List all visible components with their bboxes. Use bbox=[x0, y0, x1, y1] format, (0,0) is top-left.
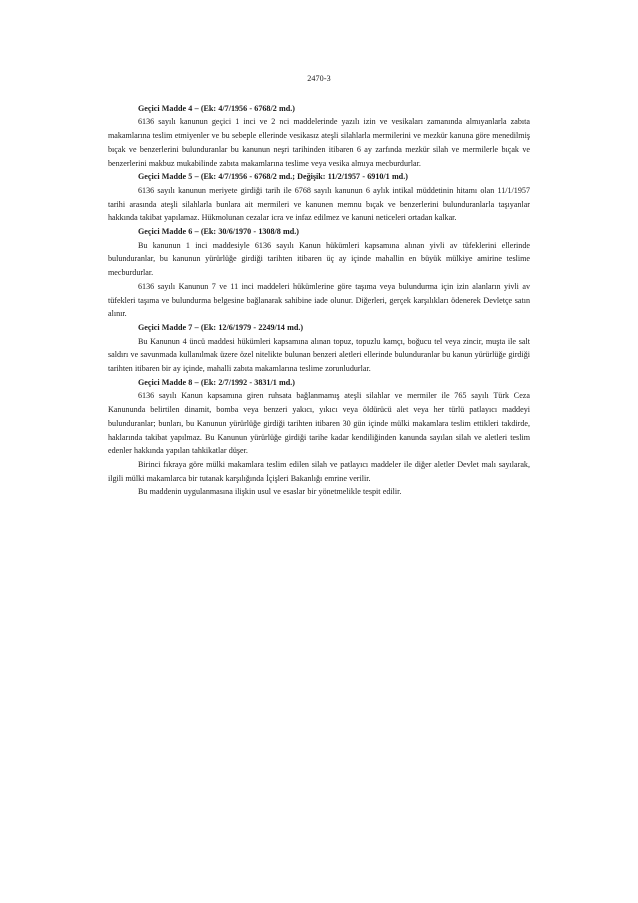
article-paragraph: 6136 sayılı Kanun kapsamına giren ruhsata bağlanmamış ateşli silahlar ve mermiler ile 765 sayılı Türk Ceza Kanununda belirtilen dinamit, bomba veya benzeri yakıcı, yıkıcı veya öldürücü alet veya her türlü patlayıcı maddeyi bulunduranlar; bunları, bu Kanunun yürürlüğe girdiği tarihten itibaren 30 gün içinde mülki makamlara teslim ettikleri takdirde, haklarında takibat yapılmaz. Bu Kanunun yürürlüğe girdiği tarihe kadar kendiliğinden kanunda sayılan silah ve aletleri teslim edenler hakkında yapılan tahkikatlar düşer. bbox=[108, 391, 530, 456]
article-paragraph: Bu kanunun 1 inci maddesiyle 6136 sayılı Kanun hükümleri kapsamına alınan yivli av tüfeklerini ellerinde bulunduranlar, bu kanunun yürürlüğe girdiği tarihten itibaren üç ay içinde mahallin en büyük mülkiye amirine teslime mecburdurlar. bbox=[108, 240, 530, 278]
article-heading-gecici-4: Geçici Madde 4 – (Ek: 4/7/1956 - 6768/2 md.) bbox=[138, 103, 295, 113]
article-heading-gecici-5: Geçici Madde 5 – (Ek: 4/7/1956 - 6768/2 md.; Değişik: 11/2/1957 - 6910/1 md.) bbox=[138, 172, 408, 182]
article-paragraph: 6136 sayılı kanunun meriyete girdiği tarih ile 6768 sayılı kanunun 6 aylık intikal müddetinin hitamı olan 11/1/1957 tarihi arasında ateşli silahlarla bunlara ait mermileri ve kanunen memnu bıçak ve benzerlerini bulunduranlarla taşıyanlar hakkında takibat yapılamaz. Hükmolunan cezalar icra ve infaz edilmez ve kanuni neticeleri ortadan kalkar. bbox=[108, 185, 530, 223]
article-paragraph: 6136 sayılı Kanunun 7 ve 11 inci maddeleri hükümlerine göre taşıma veya bulundurma için izin alanların yivli av tüfekleri taşıma ve bulundurma belgesine bağlanarak sahibine iade olunur. Diğerleri, gerçek karşılıkları ödenerek Devletçe satın alınır. bbox=[108, 281, 530, 319]
article-heading-gecici-7: Geçici Madde 7 – (Ek: 12/6/1979 - 2249/14 md.) bbox=[138, 322, 304, 332]
article-paragraph: 6136 sayılı kanunun geçici 1 inci ve 2 nci maddelerinde yazılı izin ve vesikaları zamanında almıyanlarla zabıta makamlarına teslim etmiyenler ve bu sebeple ellerinde vesikasız ateşli silahlarla mermilerini ve mezkür kanuna göre menedilmiş bıçak ve benzerlerini bulunduranlar bu kanunun neşri tarihinden itibaren 6 ay zarfında mezkür silah ve mermilerle bıçak ve benzerlerini makbuz mukabilinde zabıta makamlarına teslime veya vesika almıya mecburdurlar. bbox=[108, 117, 530, 168]
article-paragraph: Bu maddenin uygulanmasına ilişkin usul ve esaslar bir yönetmelikle tespit edilir. bbox=[138, 487, 402, 497]
article-heading-gecici-6: Geçici Madde 6 – (Ek: 30/6/1970 - 1308/8 md.) bbox=[138, 227, 299, 237]
article-heading-gecici-8: Geçici Madde 8 – (Ek: 2/7/1992 - 3831/1 md.) bbox=[138, 377, 295, 387]
page-number: 2470-3 bbox=[307, 74, 331, 83]
article-paragraph: Birinci fıkraya göre mülki makamlara teslim edilen silah ve patlayıcı maddeler ile diğer aletler Devlet malı sayılarak, ilgili mülki makamlarca bir tutanak karşılığında İçişleri Bakanlığı emrine verilir. bbox=[108, 459, 530, 483]
article-paragraph: Bu Kanunun 4 üncü maddesi hükümleri kapsamına alınan topuz, topuzlu kamçı, boğucu tel veya zincir, muşta ile salt saldırı ve savunmada kullanılmak üzere özel nitelikte bulunan benzeri aletleri ellerinde bulunduranlar bu kanun yürürlüğe girdiği tarihten itibaren bir ay içinde, mahalli zabıta makamlarına teslime zorunludurlar. bbox=[108, 336, 530, 374]
document-page bbox=[108, 72, 530, 499]
